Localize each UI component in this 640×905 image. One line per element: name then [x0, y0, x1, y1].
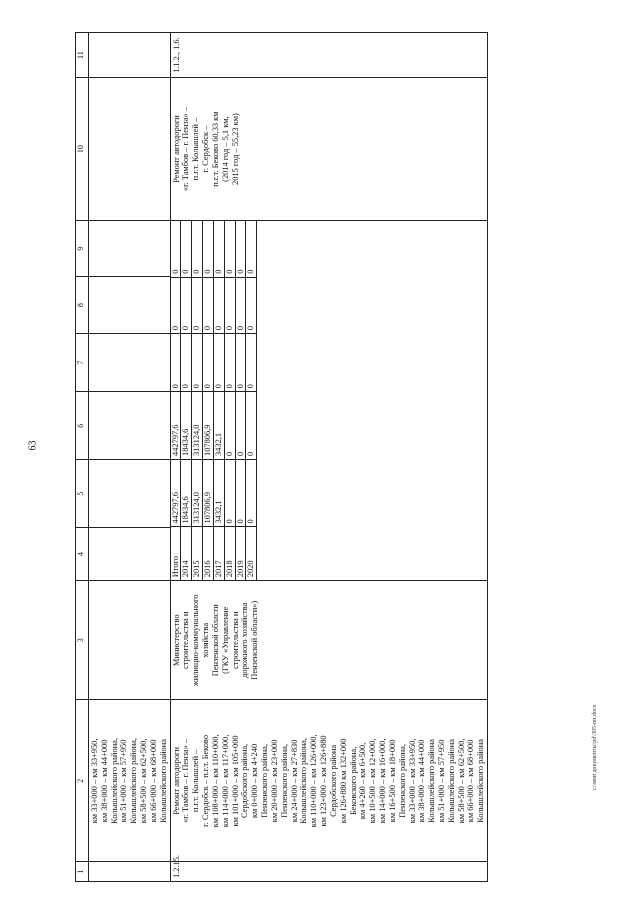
executor-line: жилищно-коммунального [191, 594, 201, 687]
rotated-sheet [75, 32, 595, 882]
col-header-6: 6 [76, 392, 89, 460]
col-header-10: 10 [76, 78, 89, 221]
year-cell: Итого [171, 527, 181, 580]
year-cell: 2020 [246, 527, 257, 580]
executor-line: хозяйства [201, 622, 211, 658]
year-row [224, 221, 235, 580]
table-container [75, 32, 595, 882]
col7-cell: 0 [171, 334, 181, 392]
year-values-cell [170, 220, 488, 580]
col-header-5: 5 [76, 460, 89, 528]
result-line: п.г.т. Беково 60,33 км [210, 111, 220, 187]
year-cell: 2019 [235, 527, 246, 580]
col-header-4: 4 [76, 527, 89, 580]
col8-cell: 0 [213, 277, 224, 333]
continuation-empty-3 [89, 581, 171, 700]
item-number: 1.2.15. [170, 862, 488, 882]
year-cell: 2018 [224, 527, 235, 580]
col9-cell: 0 [213, 221, 224, 277]
executor-line: дорожного хозяйства [240, 602, 250, 678]
total-cell: 0 [246, 459, 257, 527]
description-line: Пензенского района, [279, 744, 289, 818]
col9-cell: 0 [235, 221, 246, 277]
total-cell: 0 [235, 459, 246, 527]
continuation-empty-6 [89, 392, 171, 460]
regional-cell: 442797,6 [171, 392, 181, 460]
description-line: Колышлейского района [427, 739, 437, 823]
col-header-11: 11 [76, 33, 89, 78]
item-indicator: 1.1.2., 1.6. [170, 33, 488, 78]
result-line: 2015 год – 55,23 км) [230, 113, 240, 185]
year-row [192, 221, 203, 580]
description-line: п.г.т. Колышлей – [191, 749, 201, 813]
year-cell: 2017 [213, 527, 224, 580]
header-row [76, 33, 89, 882]
col8-cell: 0 [181, 277, 192, 333]
description-line: км 51+000 – км 57+950 [436, 739, 446, 823]
description-line: Ремонт автодороги [171, 747, 181, 815]
description-line: км 16+500 – км 18+000 [387, 739, 397, 823]
col7-cell: 0 [203, 334, 214, 392]
regional-cell: 0 [235, 392, 246, 460]
file-path-footer: c:\мои документы\рd\305-пп.docx [592, 704, 598, 790]
program-table [75, 32, 488, 882]
col7-cell: 0 [213, 334, 224, 392]
description-line: Колышлейского района [476, 739, 486, 823]
description-line: км 20+000 – км 23+000 [269, 739, 279, 823]
continuation-empty-4 [89, 527, 171, 580]
total-cell: 18434,6 [181, 459, 192, 527]
executor-line: (ГКУ «Управление [220, 606, 230, 674]
result-line: п.г.т. Колышлей – [191, 117, 201, 181]
regional-cell: 0 [246, 392, 257, 460]
description-line: км 66+000 – км 68+000 [466, 739, 476, 823]
continuation-empty-8 [89, 277, 171, 333]
year-cell: 2016 [203, 527, 214, 580]
description-line: км 24+000 – км 27+830 [289, 739, 299, 823]
description-line: км 66+000 – км 68+000 [148, 739, 158, 823]
description-line: Колышлейского района [446, 739, 456, 823]
description-line: км 4+260 – км 6+500, [358, 742, 368, 820]
description-line: Пензенского района, [260, 744, 270, 818]
description-line: км 33+000 – км 33+950, [90, 738, 99, 824]
col7-cell: 0 [192, 334, 203, 392]
description-line: км 51+000 – км 57+950 [119, 739, 129, 823]
description-line: км 38+000 – км 44+000 [99, 739, 109, 823]
description-line: км 108+000 – км 110+000, [210, 734, 220, 828]
description-line: км 101+000 – км 105+000 [230, 735, 240, 827]
col9-cell: 0 [246, 221, 257, 277]
total-cell: 442797,6 [171, 459, 181, 527]
description-line: км 14+000 – км 16+000, [378, 738, 388, 824]
continuation-empty-10 [89, 78, 171, 221]
col9-cell: 0 [171, 221, 181, 277]
result-line: г. Сердобск – [201, 125, 211, 173]
description-line: км 58+500 – км 62+500, [139, 738, 149, 824]
continuation-empty-11 [89, 33, 171, 78]
year-values-table [171, 221, 258, 580]
col8-cell: 0 [235, 277, 246, 333]
description-line: км 110+000 – км 126+000, [309, 734, 319, 828]
col9-cell: 0 [181, 221, 192, 277]
col-header-9: 9 [76, 220, 89, 276]
description-line: км 38+000 – км 44+000 [417, 739, 427, 823]
description-line: км 0+000 – км 4+240 [250, 743, 260, 819]
continuation-desc-cell [89, 700, 171, 862]
description-line: г. Сердобск – п.г.т. Беково [201, 734, 211, 827]
regional-cell: 18434,6 [181, 392, 192, 460]
description-line: км 33+000 – км 33+950, [407, 738, 417, 824]
col8-cell: 0 [192, 277, 203, 333]
description-line: Бековского района, [348, 746, 358, 815]
col9-cell: 0 [224, 221, 235, 277]
executor-line: строительства и [181, 611, 191, 669]
description-line: Сердобского района [328, 744, 338, 817]
col8-cell: 0 [171, 277, 181, 333]
description-line: км 58+500 – км 62+500, [456, 738, 466, 824]
col7-cell: 0 [181, 334, 192, 392]
description-line: км 123+000 – км 126+880 [319, 735, 329, 827]
year-cell: 2014 [181, 527, 192, 580]
col9-cell: 0 [192, 221, 203, 277]
description-line: Сердобского района, [240, 743, 250, 818]
continuation-empty-7 [89, 333, 171, 392]
col-header-1: 1 [76, 862, 89, 882]
col7-cell: 0 [224, 334, 235, 392]
item-description [170, 700, 488, 862]
col9-cell: 0 [203, 221, 214, 277]
executor-line: Пензенской области [210, 604, 220, 677]
description-line: км 126+880 км 132+000 [338, 738, 348, 824]
description-line: Колышлейского района, [109, 738, 119, 824]
executor-line: Министерство [171, 614, 181, 667]
total-cell: 3432,1 [213, 459, 224, 527]
result-line: (2014 год – 5,1 км, [220, 116, 230, 182]
year-cell: 2015 [192, 527, 203, 580]
continuation-num-cell [89, 862, 171, 882]
continuation-empty-5 [89, 460, 171, 528]
executor-line: Пензенской области») [250, 600, 260, 680]
regional-cell: 0 [224, 392, 235, 460]
year-row [213, 221, 224, 580]
col8-cell: 0 [246, 277, 257, 333]
description-line: «г. Тамбов – г. Пенза» – [181, 738, 191, 823]
item-row [170, 33, 488, 882]
col7-cell: 0 [235, 334, 246, 392]
col7-cell: 0 [246, 334, 257, 392]
description-line: км 114+000 – км 117+000, [220, 734, 230, 828]
continuation-empty-9 [89, 220, 171, 276]
total-cell: 313124,0 [192, 459, 203, 527]
total-cell: 107806,9 [203, 459, 214, 527]
page-number: 63 [27, 440, 39, 451]
col8-cell: 0 [203, 277, 214, 333]
total-cell: 0 [224, 459, 235, 527]
item-result [170, 78, 488, 221]
executor-line: строительства и [230, 611, 240, 669]
year-row [235, 221, 246, 580]
regional-cell: 313124,0 [192, 392, 203, 460]
regional-cell: 107806,9 [203, 392, 214, 460]
result-line: Ремонт автодороги [171, 115, 181, 183]
year-row [246, 221, 257, 580]
description-line: Колышлейского района, [129, 738, 139, 824]
year-row [171, 221, 181, 580]
continuation-row [89, 33, 171, 882]
col-header-2: 2 [76, 700, 89, 862]
col-header-7: 7 [76, 333, 89, 392]
description-line: Колышлейского района [158, 739, 168, 823]
description-line: км 10+500 – км 12+000, [368, 738, 378, 824]
col-header-8: 8 [76, 277, 89, 333]
item-executor [170, 581, 488, 700]
description-line: Пензенского района, [397, 744, 407, 818]
col-header-3: 3 [76, 581, 89, 700]
description-line: Колышлейского района, [299, 738, 309, 824]
col8-cell: 0 [224, 277, 235, 333]
year-row [203, 221, 214, 580]
year-row [181, 221, 192, 580]
regional-cell: 3432,1 [213, 392, 224, 460]
result-line: «г. Тамбов – г. Пенза» – [181, 107, 191, 192]
